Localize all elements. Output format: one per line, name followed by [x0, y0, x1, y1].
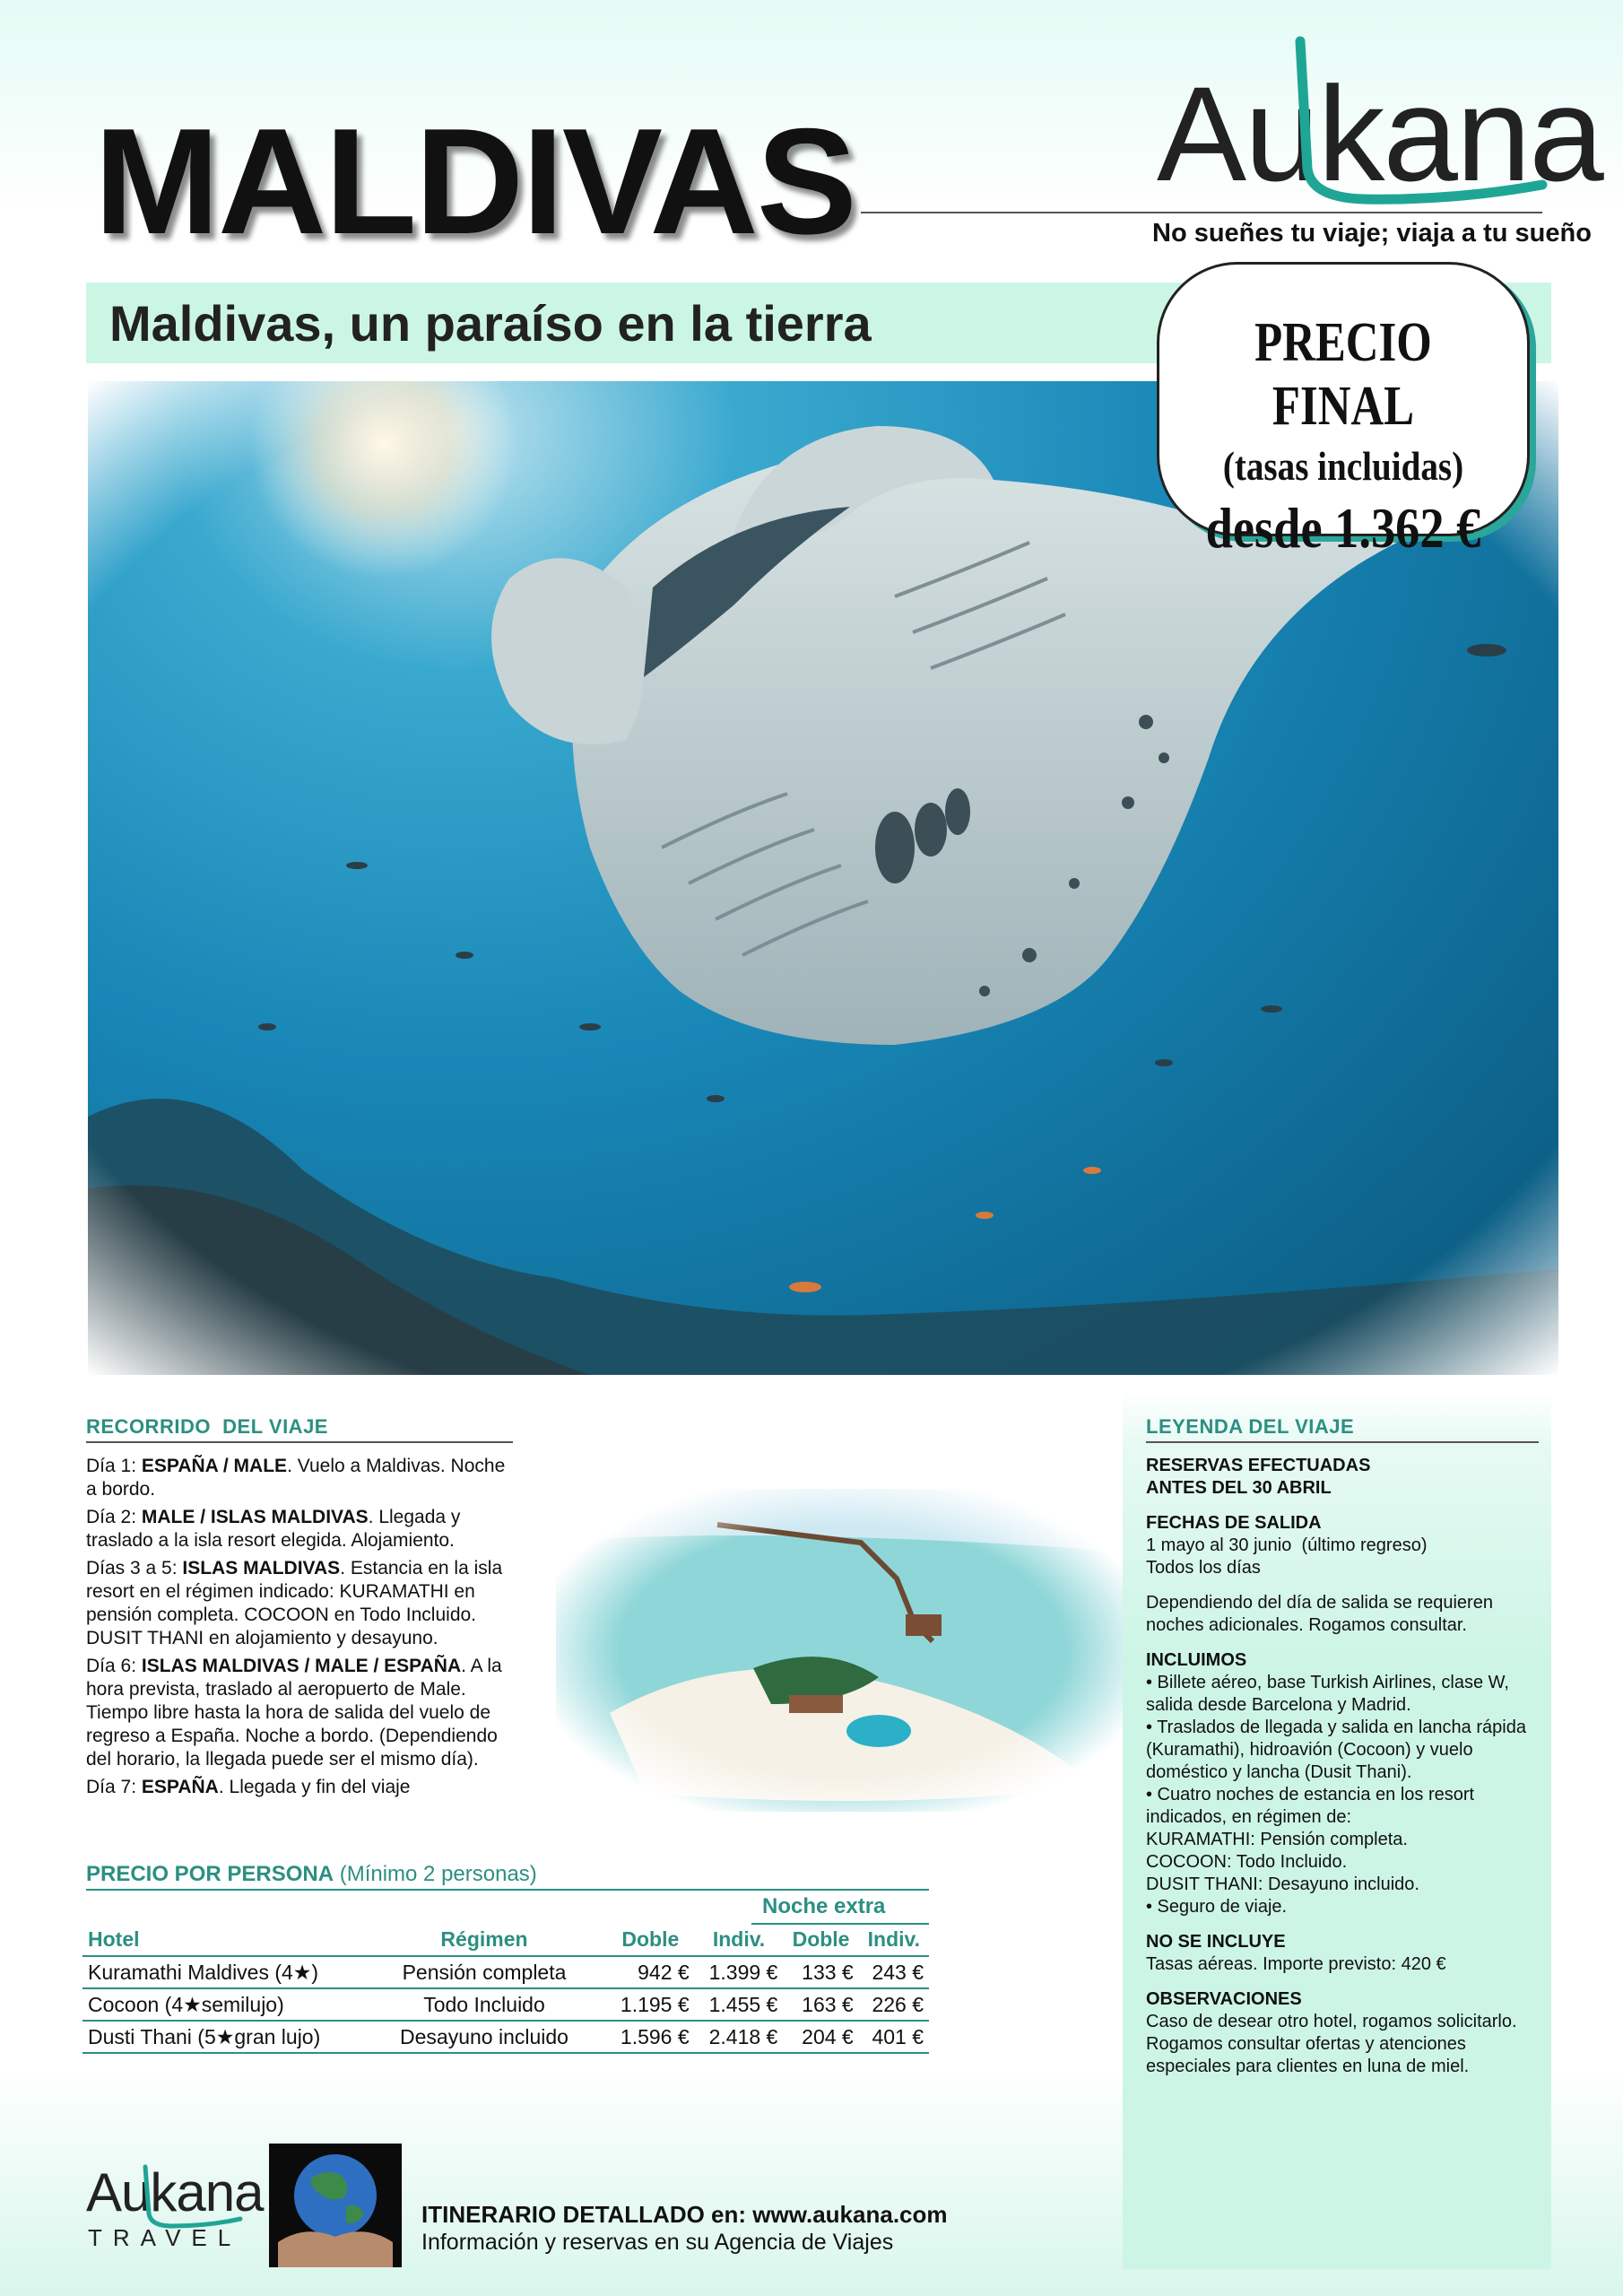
- no-incluye-heading: NO SE INCLUYE: [1146, 1932, 1286, 1952]
- incluimos-line: DUSIT THANI: Desayuno incluido.: [1146, 1874, 1419, 1894]
- price-badge: [1157, 262, 1530, 560]
- legend-heading: LEYENDA DEL VIAJE: [1146, 1415, 1355, 1438]
- brand-wordmark: Aukana: [1157, 58, 1602, 209]
- incluimos-heading: INCLUIMOS: [1146, 1650, 1247, 1670]
- price-table-heading: PRECIO POR PERSONA (Mínimo 2 personas): [86, 1862, 537, 1886]
- observaciones-line: Caso de desear otro hotel, rogamos solicitarlo.: [1146, 2012, 1517, 2031]
- price-table: [82, 1923, 929, 2054]
- table-row: Dusti Thani (5★gran lujo) Desayuno incluido 1.596 € 2.418 € 204 € 401 €: [82, 2021, 929, 2053]
- resort-island-icon: [556, 1489, 1130, 1812]
- col-indiv: Indiv.: [695, 1923, 784, 1956]
- legend-body: [1146, 1455, 1541, 2078]
- price-badge-amount: desde 1.362 €: [1205, 496, 1481, 560]
- table-row: Kuramathi Maldives (4★) Pensión completa 942 € 1.399 € 133 € 243 €: [82, 1956, 929, 1988]
- itinerary-heading: RECORRIDO DEL VIAJE: [86, 1415, 328, 1438]
- logo-swoosh-icon: [1157, 34, 1551, 213]
- itinerary-day: Día 2: MALE / ISLAS MALDIVAS. Llegada y traslado a la isla resort elegida. Alojamiento.: [86, 1507, 461, 1551]
- incluimos-line: COCOON: Todo Incluido.: [1146, 1852, 1348, 1872]
- footer-brand-sub: TRAVEL: [88, 2224, 242, 2251]
- extra-night-label: Noche extra: [762, 1894, 886, 1918]
- col-hotel: Hotel: [82, 1923, 362, 1956]
- itinerary-list: [86, 1455, 516, 1804]
- col-doble: Doble: [606, 1923, 695, 1956]
- observaciones-heading: OBSERVACIONES: [1146, 1989, 1302, 2009]
- price-badge-title: PRECIO FINAL: [1254, 312, 1432, 437]
- itinerary-day: Día 1: ESPAÑA / MALE. Vuelo a Maldivas. Noche a bordo.: [86, 1456, 506, 1500]
- page-subtitle: Maldivas, un paraíso en la tierra: [109, 295, 872, 352]
- incluimos-line: • Seguro de viaje.: [1146, 1897, 1288, 1917]
- globe-photo: [269, 2144, 402, 2267]
- resort-island-photo: [556, 1489, 1130, 1812]
- globe-in-hands-icon: [269, 2144, 402, 2267]
- reservas-heading: RESERVAS EFECTUADAS ANTES DEL 30 ABRIL: [1146, 1456, 1371, 1498]
- fechas-line: Todos los días: [1146, 1558, 1261, 1578]
- col-extra-doble: Doble: [783, 1923, 858, 1956]
- footer-brand-logo: [82, 2161, 264, 2260]
- observaciones-line: Rogamos consultar ofertas y atenciones especiales para clientes en luna de miel.: [1146, 2034, 1470, 2076]
- itinerary-day: Día 7: ESPAÑA. Llegada y fin del viaje: [86, 1777, 411, 1797]
- legend-divider: [1146, 1441, 1539, 1443]
- footer-brand-wordmark: Aukana: [86, 2162, 264, 2222]
- col-extra-indiv: Indiv.: [859, 1923, 929, 1956]
- itinerary-divider: [86, 1441, 513, 1443]
- no-incluye-text: Tasas aéreas. Importe previsto: 420 €: [1146, 1954, 1446, 1974]
- itinerary-day: Día 6: ISLAS MALDIVAS / MALE / ESPAÑA. A la hora prevista, traslado al aeropuerto de Male. Tiempo libre hasta la hora de salida del vuelo de regreso a España. Noche a bordo. (Dependiendo del horario, la llegada puede ser el mismo día).: [86, 1656, 502, 1770]
- fechas-heading: FECHAS DE SALIDA: [1146, 1513, 1322, 1533]
- footer-info-text: Información y reservas en su Agencia de Viajes: [421, 2230, 894, 2255]
- price-badge-taxes: (tasas incluidas): [1222, 443, 1464, 489]
- col-regimen: Régimen: [362, 1923, 606, 1956]
- brand-logo: [1157, 34, 1602, 213]
- incluimos-line: KURAMATHI: Pensión completa.: [1146, 1830, 1408, 1849]
- brand-slogan: No sueñes tu viaje; viaja a tu sueño: [1152, 219, 1592, 248]
- table-row: Cocoon (4★semilujo) Todo Incluido 1.195 € 1.455 € 163 € 226 €: [82, 1988, 929, 2021]
- fechas-note: Dependiendo del día de salida se requieren noches adicionales. Rogamos consultar.: [1146, 1593, 1493, 1635]
- incluimos-line: • Cuatro noches de estancia en los resort indicados, en régimen de:: [1146, 1785, 1475, 1827]
- itinerary-day: Días 3 a 5: ISLAS MALDIVAS. Estancia en la isla resort en el régimen indicado: KURAMATHI en pensión completa. COCOON en Todo Incluido. DUSIT THANI en alojamiento y desayuno.: [86, 1558, 503, 1648]
- fechas-line: 1 mayo al 30 junio (último regreso): [1146, 1535, 1428, 1555]
- table-header-row: [82, 1923, 929, 1956]
- page-title: MALDIVAS: [94, 97, 855, 265]
- footer-detail-link[interactable]: ITINERARIO DETALLADO en: www.aukana.com: [421, 2201, 948, 2228]
- price-table-top-rule: [86, 1889, 929, 1891]
- incluimos-line: • Traslados de llegada y salida en lancha rápida (Kuramathi), hidroavión (Cocoon) y vuelo doméstico y lancha (Dusit Thani).: [1146, 1718, 1526, 1782]
- incluimos-line: • Billete aéreo, base Turkish Airlines, clase W, salida desde Barcelona y Madrid.: [1146, 1673, 1509, 1715]
